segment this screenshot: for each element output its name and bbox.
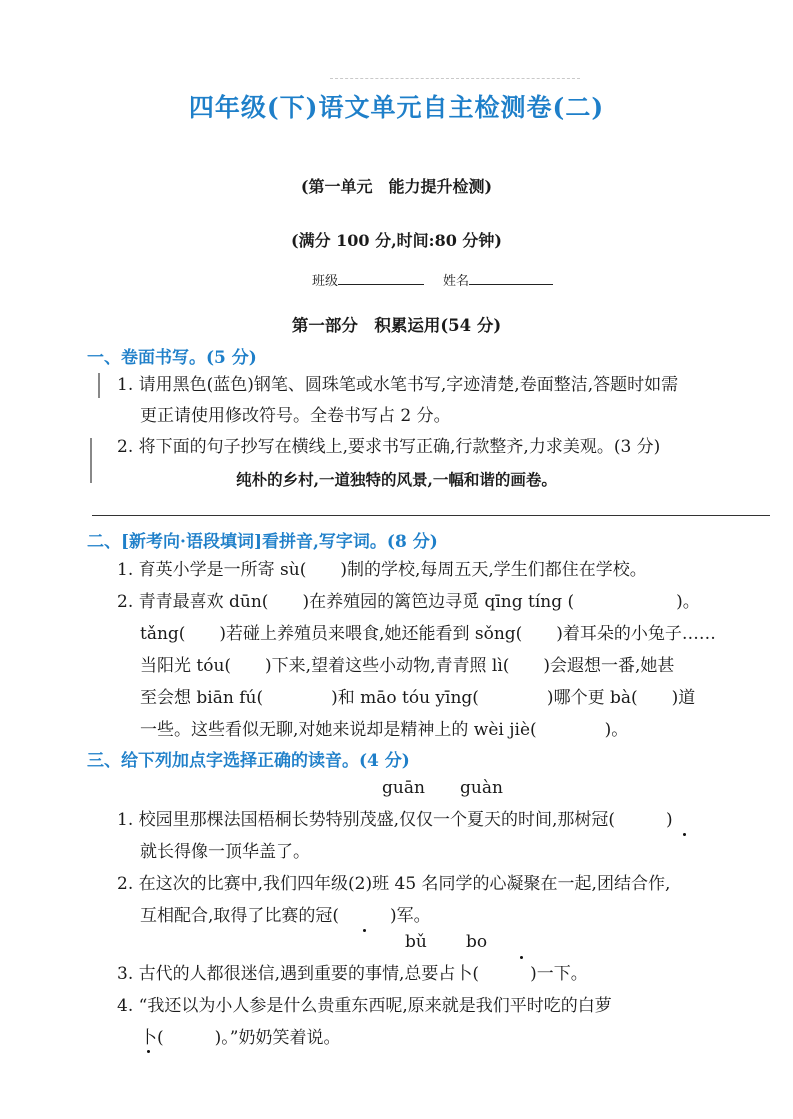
pinyin-option-bo: bo	[466, 932, 488, 952]
class-field[interactable]	[312, 270, 424, 289]
passage-line-2: 2. 青青最喜欢 dūn( )在养殖园的篱笆边寻觅 qīng tíng ( )。	[117, 592, 700, 612]
passage-line-1: 1. 育英小学是一所寄 sù( )制的学校,每周五天,学生们都住在学校。	[117, 560, 647, 580]
question-1-2: 2. 将下面的句子抄写在横线上,要求书写正确,行款整齐,力求美观。(3 分)	[117, 437, 661, 457]
passage-line-4: 当阳光 tóu( )下来,望着这些小动物,青青照 lì( )会遐想一番,她甚	[140, 656, 675, 676]
pinyin-option-guan1: guān	[382, 778, 425, 798]
question-1-1-cont: 更正请使用修改符号。全卷书写占 2 分。	[140, 406, 451, 426]
emphasis-dot	[363, 929, 366, 932]
question-3-2-cont: 互相配合,取得了比赛的冠( )军。	[140, 906, 431, 926]
name-field[interactable]	[443, 270, 553, 289]
score-time-info: (满分 100 分,时间:80 分钟)	[291, 231, 502, 250]
question-3-2: 2. 在这次的比赛中,我们四年级(2)班 45 名同学的心凝聚在一起,团结合作,	[117, 874, 671, 894]
emphasis-dot	[683, 833, 686, 836]
question-3-4: 4. “我还以为小人参是什么贵重东西呢,原来就是我们平时吃的白萝	[117, 996, 612, 1016]
pinyin-option-bu3: bǔ	[405, 932, 427, 952]
top-divider	[330, 78, 580, 79]
unit-subtitle: (第一单元 能力提升检测)	[300, 177, 493, 196]
question-3-1-cont: 就长得像一顶华盖了。	[140, 842, 310, 862]
copy-answer-line[interactable]	[92, 515, 770, 516]
section-three-heading: 三、给下列加点字选择正确的读音。(4 分)	[87, 751, 410, 771]
emphasis-dot	[147, 1050, 150, 1053]
name-label: 姓名	[443, 274, 470, 289]
margin-bar	[98, 373, 100, 398]
section-one-heading: 一、卷面书写。(5 分)	[87, 348, 257, 368]
model-sentence: 纯朴的乡村,一道独特的风景,一幅和谐的画卷。	[236, 470, 557, 489]
class-blank[interactable]	[338, 270, 424, 285]
pinyin-option-guan4: guàn	[460, 778, 503, 798]
class-label: 班级	[312, 274, 339, 289]
part-one-title: 第一部分 积累运用(54 分)	[291, 316, 502, 335]
question-3-4-cont: 卜( )。”奶奶笑着说。	[140, 1028, 341, 1048]
passage-line-3: tǎng( )若碰上养殖员来喂食,她还能看到 sǒng( )着耳朵的小兔子……	[140, 624, 716, 644]
passage-line-5: 至会想 biān fú( )和 māo tóu yīng( )哪个更 bà( )道	[140, 688, 696, 708]
section-two-heading: 二、[新考向·语段填词]看拼音,写字词。(8 分)	[87, 532, 438, 552]
question-3-1: 1. 校园里那棵法国梧桐长势特别茂盛,仅仅一个夏天的时间,那树冠( )	[117, 810, 673, 830]
question-1-1: 1. 请用黑色(蓝色)钢笔、圆珠笔或水笔书写,字迹清楚,卷面整洁,答题时如需	[117, 375, 679, 395]
passage-line-6: 一些。这些看似无聊,对她来说却是精神上的 wèi jiè( )。	[140, 720, 629, 740]
page-title: 四年级(下)语文单元自主检测卷(二)	[188, 93, 605, 122]
name-blank[interactable]	[469, 270, 553, 285]
emphasis-dot	[520, 956, 523, 959]
question-3-3: 3. 古代的人都很迷信,遇到重要的事情,总要占卜( )一下。	[117, 964, 588, 984]
